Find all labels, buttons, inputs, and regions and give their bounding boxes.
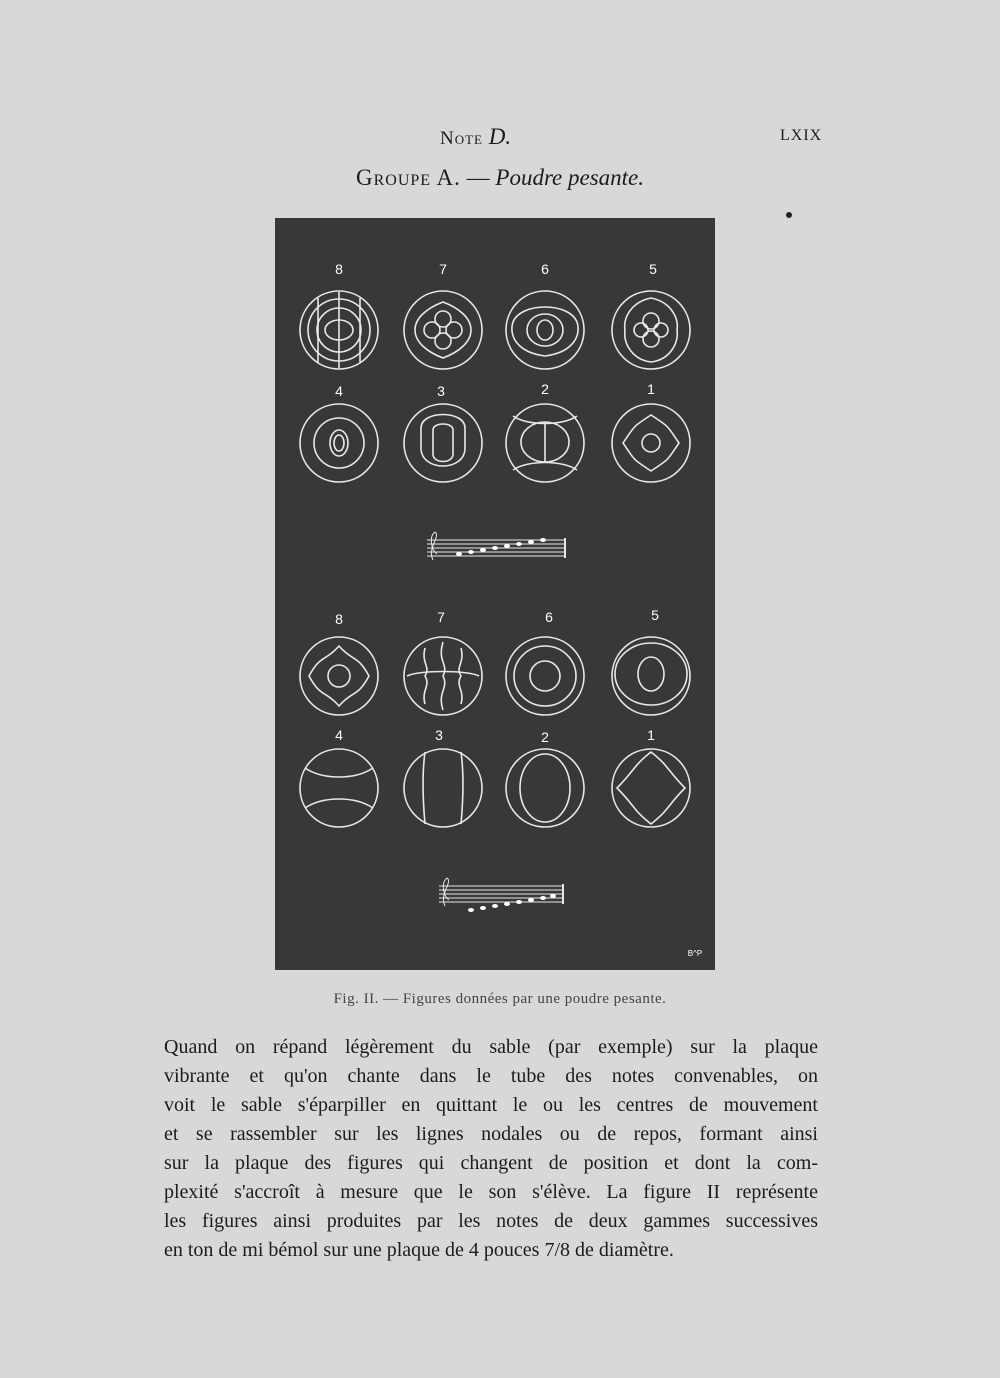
figure-caption: Fig. II. — Figures données par une poudre pesante. (333, 991, 667, 1007)
figure-upper-7 (404, 291, 482, 369)
engraver-mark: B^P (687, 949, 703, 958)
body-line: plexité s'accroît à mesure que le son s'élève. La figure II représente (164, 1181, 818, 1203)
label-upper-5: 5 (649, 261, 657, 277)
label-lower-6: 6 (545, 609, 553, 625)
figure-upper-2 (506, 404, 584, 482)
label-upper-7: 7 (439, 261, 447, 277)
body-line: vibrante et qu'on chante dans le tube des notes convenables, on (164, 1065, 818, 1087)
music-staff-1 (427, 532, 565, 560)
label-lower-8: 8 (335, 611, 343, 627)
figure-plate (275, 218, 715, 970)
running-title-letter: D. (488, 124, 512, 149)
page-number: LXIX (780, 127, 823, 144)
figure-upper-3 (404, 404, 482, 482)
body-line: sur la plaque des figures qui changent de position et dont la com- (164, 1152, 818, 1174)
label-upper-4: 4 (335, 383, 343, 399)
body-paragraph (164, 1033, 818, 1265)
body-line: Quand on répand légèrement du sable (par exemple) sur la plaque (164, 1036, 818, 1058)
group-title (0, 165, 1000, 191)
figure-lower-3 (404, 749, 482, 827)
label-upper-1: 1 (647, 381, 655, 397)
figure-upper-4 (300, 404, 378, 482)
figure-lower-6 (506, 637, 584, 715)
body-line: les figures ainsi produites par les notes de deux gammes successives (164, 1210, 818, 1232)
chladni-figures (275, 218, 715, 970)
figure-upper-8 (300, 291, 378, 369)
label-lower-7: 7 (437, 609, 445, 625)
figure-upper-5 (612, 291, 690, 369)
body-line: voit le sable s'éparpiller en quittant le ou les centres de mouvement (164, 1094, 818, 1116)
body-line: et se rassembler sur les lignes nodales ou de repos, formant ainsi (164, 1123, 818, 1145)
figure-lower-2 (506, 749, 584, 827)
body-line: en ton de mi bémol sur une plaque de 4 pouces 7/8 de diamètre. (164, 1239, 674, 1261)
figure-lower-7 (404, 637, 482, 715)
staff-1-notes (456, 538, 546, 556)
label-lower-1: 1 (647, 727, 655, 743)
group-dash: — (466, 165, 490, 190)
figure-upper-1 (612, 404, 690, 482)
music-staff-2 (439, 878, 563, 906)
running-head (0, 124, 1000, 154)
figure-lower-4 (300, 749, 378, 827)
figure-lower-1 (612, 749, 690, 827)
figure-lower-8 (300, 637, 378, 715)
label-lower-3: 3 (435, 727, 443, 743)
group-label: Groupe A. (355, 165, 461, 190)
label-upper-2: 2 (541, 381, 549, 397)
label-upper-6: 6 (541, 261, 549, 277)
staff-2-notes (468, 894, 556, 912)
stray-dot (786, 212, 792, 218)
label-lower-2: 2 (541, 729, 549, 745)
label-upper-8: 8 (335, 261, 343, 277)
group-subtitle: Poudre pesante. (495, 165, 645, 190)
figure-lower-5 (612, 637, 690, 715)
figure-upper-6 (506, 291, 584, 369)
running-title-label: Note (440, 128, 483, 149)
label-lower-5: 5 (651, 607, 659, 623)
label-upper-3: 3 (437, 383, 445, 399)
running-title (440, 124, 511, 150)
label-lower-4: 4 (335, 727, 343, 743)
